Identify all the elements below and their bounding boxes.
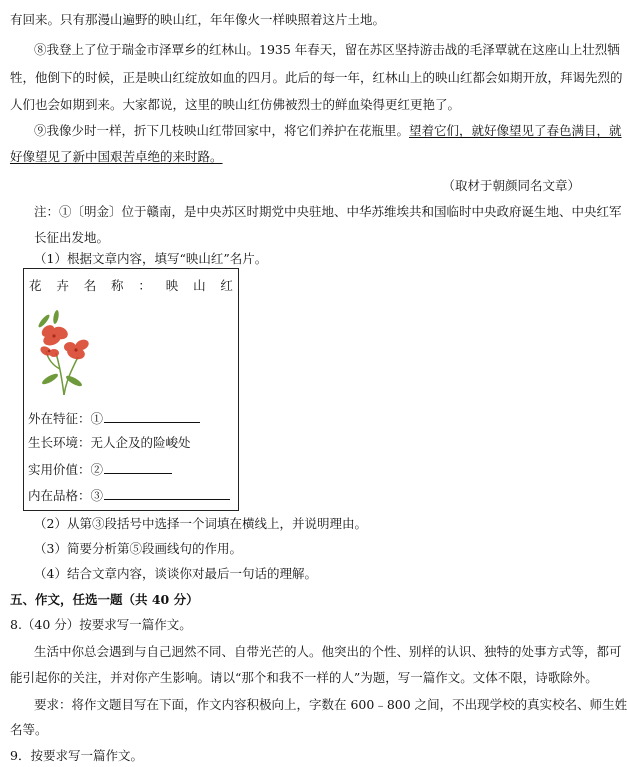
paragraph-9-line-2 — [10, 149, 580, 165]
question-1: （1）根据文章内容，填写“映山红”名片。 — [34, 251, 268, 266]
footnote-line-2: 长征出发地。 — [34, 230, 110, 245]
paragraph-8-line-3: 人们也会如期到来。大家都说，这里的映山红仿佛被烈士的鲜血染得更红更艳了。 — [10, 97, 461, 112]
card-title-char: 山 — [193, 278, 206, 293]
flower-name-card — [23, 268, 239, 511]
card-feature-row — [28, 409, 200, 427]
essay-requirements-line-2: 名等。 — [10, 722, 48, 737]
essay-prompt-line-1: 生活中你总会遇到与自己迥然不同、自带光芒的人。他突出的个性、别样的认识、独特的处事方式等，都可 — [34, 644, 622, 659]
card-title-char: 卉 — [56, 278, 69, 293]
value-answer-blank[interactable] — [104, 460, 172, 474]
question-2: （2）从第③段括号中选择一个词填在横线上，并说明理由。 — [34, 516, 367, 531]
card-title-char: 映 — [165, 278, 179, 293]
card-title-char: ： — [138, 278, 151, 293]
question-9: 9．按要求写一篇作文。 — [10, 748, 143, 763]
card-value-row — [28, 460, 172, 478]
card-feature-label: 外在特征：① — [28, 411, 104, 426]
question-8: 8.（40 分）按要求写一篇作文。 — [10, 617, 192, 632]
paragraph-8-line-1: ⑧我登上了位于瑞金市泽覃乡的红林山。1935 年春天，留在苏区坚持游击战的毛泽覃就在这座山上壮烈牺 — [34, 42, 620, 57]
paragraph-9-underlined-2: 好像望见了新中国艰苦卓绝的来时路。 — [10, 149, 223, 164]
feature-answer-blank[interactable] — [104, 409, 200, 423]
paragraph-9-plain: ⑨我像少时一样，折下几枝映山红带回家中，将它们养护在花瓶里。 — [34, 123, 410, 138]
paragraph-8-line-2: 牲，他倒下的时候，正是映山红绽放如血的四月。此后的每一年，红林山上的映山红都会如期开放，拜谒先烈的 — [10, 70, 623, 85]
card-quality-row — [28, 486, 230, 504]
essay-prompt-line-2: 能引起你的关注，并对你产生影响。请以“那个和我不一样的人”为题，写一篇作文。文体不限，诗歌除外。 — [10, 670, 598, 685]
card-title-char: 红 — [220, 278, 233, 293]
essay-requirements-line-1: 要求：将作文题目写在下面，作文内容积极向上，字数在 600﹣800 之间，不出现学校的真实校名、师生姓 — [34, 697, 627, 712]
card-title-char: 称 — [111, 278, 124, 293]
section-5-heading: 五、作文，任选一题（共 40 分） — [10, 592, 199, 607]
card-quality-label: 内在品格：③ — [28, 488, 104, 503]
quality-answer-blank[interactable] — [104, 486, 230, 500]
card-title — [29, 278, 233, 294]
card-value-label: 实用价值：② — [28, 462, 104, 477]
paragraph-7-end: 有回来。只有那漫山遍野的映山红，年年像火一样映照着这片土地。 — [10, 12, 386, 27]
question-3: （3）简要分析第⑤段画线句的作用。 — [34, 541, 242, 556]
azalea-flower-illustration — [34, 309, 94, 397]
paragraph-9-line-1 — [34, 123, 622, 139]
card-title-char: 花 — [29, 278, 42, 293]
question-4: （4）结合文章内容，谈谈你对最后一句话的理解。 — [34, 566, 317, 581]
paragraph-9-underlined-1: 望着它们，就好像望见了春色满目，就 — [409, 123, 622, 138]
footnote-line-1: 注：①〔明金〕位于赣南，是中央苏区时期党中央驻地、中华苏维埃共和国临时中央政府诞生地、中央红军 — [34, 204, 622, 219]
source-attribution: （取材于朝颜同名文章） — [442, 178, 580, 193]
card-environment-row: 生长环境：无人企及的险峻处 — [28, 435, 191, 450]
card-title-char: 名 — [83, 278, 97, 293]
